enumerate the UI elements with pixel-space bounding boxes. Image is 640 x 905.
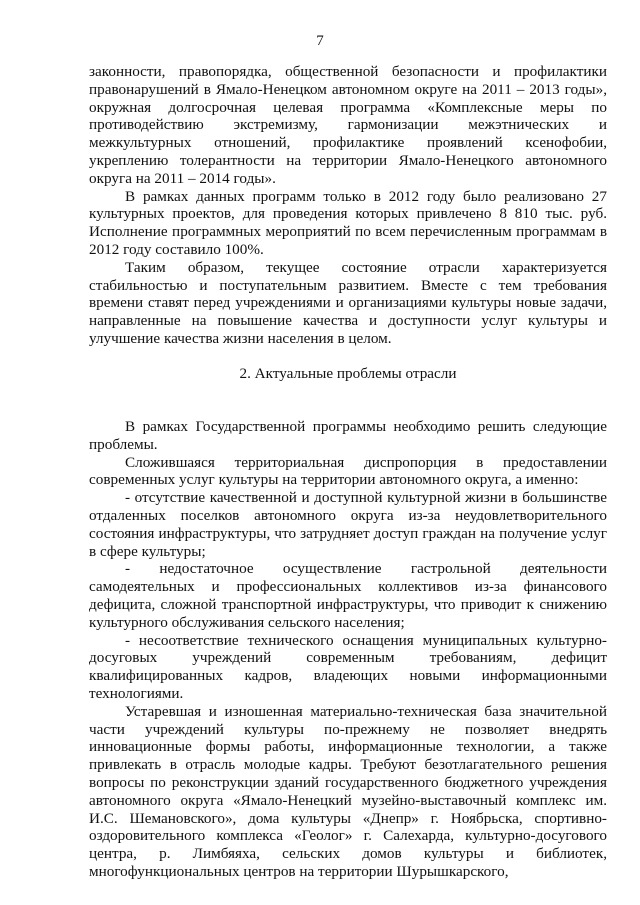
problems-text-block xyxy=(89,418,607,881)
paragraph-industry-state: Таким образом, текущее состояние отрасли характеризуется стабильностью и поступательным развитием. Вместе с тем требования времени ставят перед учреждениями и организациями культуры новые задачи, направленные на повышение качества и доступности услуг культуры и улучшение качества жизни населения в целом. xyxy=(89,258,607,347)
paragraph-territorial-disproportion: Сложившаяся территориальная диспропорция в предоставлении современных услуг культуры на территории автономного округа, а именно: xyxy=(89,453,607,489)
list-item-technical-equipment: - несоответствие технического оснащения муниципальных культурно-досуговых учреждений современным требованиям, дефицит квалифицированных кадров, владеющих новыми информационными технологиями. xyxy=(89,631,607,702)
section-heading: 2. Актуальные проблемы отрасли xyxy=(239,365,457,382)
paragraph-programs-list: законности, правопорядка, общественной безопасности и профилактики правонарушений в Ямало-Ненецком автономном округе на 2011 – 2013 годы», окружная долгосрочная целевая программа «Комплексные меры по противодействию экстремизму, гармонизации межэтнических и межкультурных отношений, профилактике проявлений ксенофобии, укреплению толерантности на территории Ямало-Ненецкого автономного округа на 2011 – 2014 годы». xyxy=(89,63,607,187)
paragraph-material-base: Устаревшая и изношенная материально-техническая база значительной части учреждений культуры по-прежнему не позволяет внедрять инновационные формы работы, информационные технологии, а также привлекать в отрасль молодые кадры. Требуют безотлагательного решения вопросы по реконструкции зданий государственного бюджетного учреждения автономного округа «Ямало-Ненецкий музейно-выставочный комплекс им. И.С. Шемановского», дома культуры «Днепр» г. Ноябрьска, спортивно-оздоровительного комплекса «Геолог» г. Салехарда, культурно-досугового центра, р. Лимбяяха, сельских домов культуры и библиотек, многофункциональных центров на территории Шурышкарского, xyxy=(89,702,607,880)
list-item-touring-activity: - недостаточное осуществление гастрольной деятельности самодеятельных и профессиональных коллективов из-за финансового дефицита, сложной транспортной инфраструктуры, что приводит к снижению культурного обслуживания сельского населения; xyxy=(89,560,607,631)
paragraph-projects-2012: В рамках данных программ только в 2012 году было реализовано 27 культурных проектов, для проведения которых привлечено 8 810 тыс. руб. Исполнение программных мероприятий по всем перечисленным программам в 2012 году составило 100%. xyxy=(89,187,607,258)
paragraph-problems-intro: В рамках Государственной программы необходимо решить следующие проблемы. xyxy=(89,418,607,453)
page-number: 7 xyxy=(316,33,324,49)
list-item-cultural-life: - отсутствие качественной и доступной культурной жизни в большинстве отдаленных поселков автономного округа из-за неудовлетворительного состояния инфраструктуры, что затрудняет доступ граждан на получение услуг в сфере культуры; xyxy=(89,489,607,560)
intro-text-block xyxy=(89,63,607,348)
